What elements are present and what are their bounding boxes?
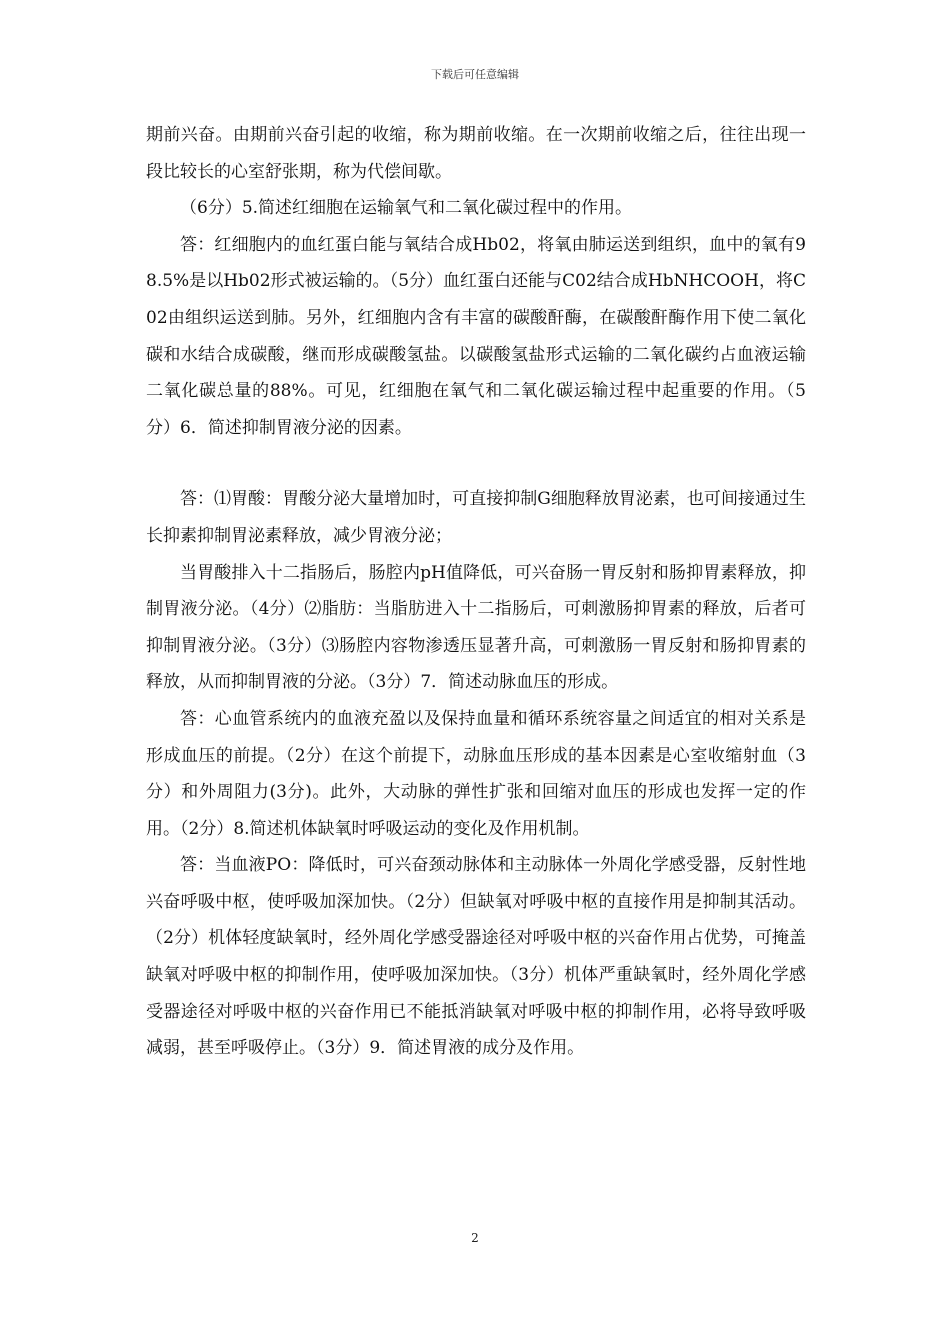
- question-heading: （6分）5.简述红细胞在运输氧气和二氧化碳过程中的作用。: [180, 198, 633, 219]
- answer-paragraph: 答：当血液PO：降低时，可兴奋颈动脉体和主动脉体一外周化学感受器，反射性地兴奋呼吸中枢，使呼吸加深加快。（2分）但缺氧对呼吸中枢的直接作用是抑制其活动。（2分）机体轻度缺氧时，经外周化学感受器途径对呼吸中枢的兴奋作用占优势，可掩盖缺氧对呼吸中枢的抑制作用，使呼吸加深加快。（3分）机体严重缺氧时，经外周化学感受器途径对呼吸中枢的兴奋作用已不能抵消缺氧对呼吸中枢的抑制作用，必将导致呼吸减弱，甚至呼吸停止。（3分）9．简述胃液的成分及作用。: [146, 855, 806, 1059]
- answer-paragraph: 当胃酸排入十二指肠后，肠腔内pH值降低，可兴奋肠一胃反射和肠抑胃素释放，抑制胃液分泌。（4分）⑵脂肪：当脂肪进入十二指肠后，可刺激肠抑胃素的释放，后者可抑制胃液分泌。（3分）⑶肠腔内容物渗透压显著升高，可刺激肠一胃反射和肠抑胃素的释放，从而抑制胃液的分泌。（3分）7．简述动脉血压的形成。: [146, 562, 806, 693]
- document-body: [146, 117, 806, 1067]
- answer-paragraph: 答：⑴胃酸：胃酸分泌大量增加时，可直接抑制G细胞释放胃泌素，也可间接通过生长抑素抑制胃泌素释放，减少胃液分泌；: [146, 489, 806, 546]
- paragraph: 期前兴奋。由期前兴奋引起的收缩，称为期前收缩。在一次期前收缩之后，往往出现一段比较长的心室舒张期，称为代偿间歇。: [146, 125, 806, 182]
- page-number: 2: [471, 1231, 479, 1245]
- answer-paragraph: 答：红细胞内的血红蛋白能与氧结合成Hb02，将氧由肺运送到组织，血中的氧有98.5%是以Hb02形式被运输的。（5分）血红蛋白还能与C02结合成HbNHCOOH，将C02由组织运送到肺。另外，红细胞内含有丰富的碳酸酐酶，在碳酸酐酶作用下使二氧化碳和水结合成碳酸，继而形成碳酸氢盐。以碳酸氢盐形式运输的二氧化碳约占血液运输二氧化碳总量的88%。可见，红细胞在氧气和二氧化碳运输过程中起重要的作用。（5分）6．简述抑制胃液分泌的因素。: [146, 234, 806, 438]
- page-header: 下载后可任意编辑: [431, 68, 519, 81]
- answer-paragraph: 答：心血管系统内的血液充盈以及保持血量和循环系统容量之间适宜的相对关系是形成血压的前提。（2分）在这个前提下，动脉血压形成的基本因素是心室收缩射血（3分）和外周阻力(3分)。此外，大动脉的弹性扩张和回缩对血压的形成也发挥一定的作用。（2分）8.简述机体缺氧时呼吸运动的变化及作用机制。: [146, 708, 806, 839]
